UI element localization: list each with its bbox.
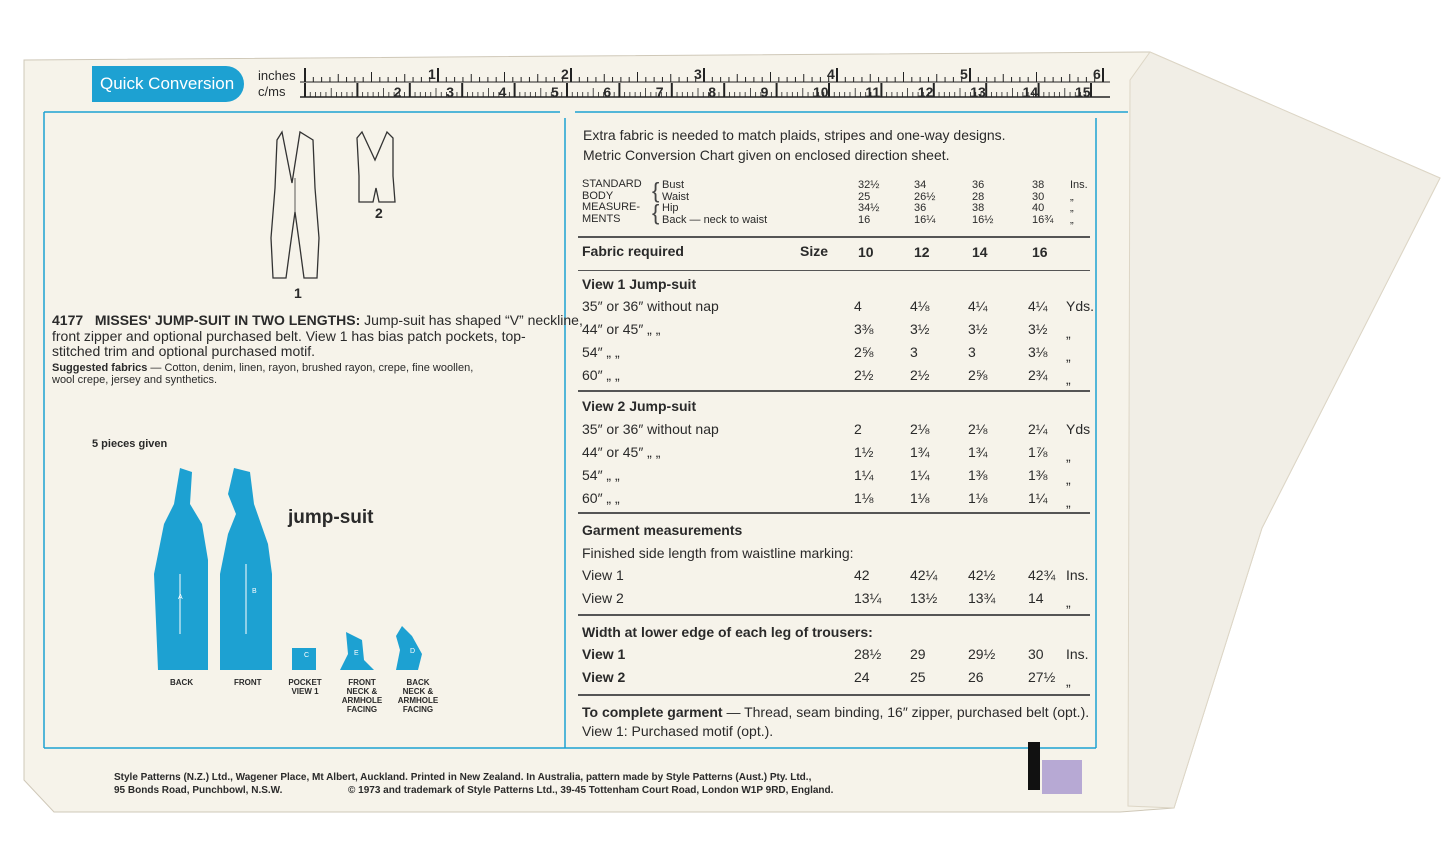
label-line: BODY <box>582 189 614 202</box>
body-measurement-name: Bust <box>662 179 685 191</box>
pattern-description-line1 <box>52 312 583 328</box>
row-value: 29 <box>910 646 926 662</box>
suggested-fabrics-line1 <box>52 362 473 374</box>
body-measurement-value: 16½ <box>972 213 994 226</box>
complete-garment-line1 <box>582 704 1089 720</box>
body-measurement-unit: „ <box>1070 213 1074 226</box>
row-value: 3½ <box>1028 321 1048 337</box>
suggested-fabrics-1: — Cotton, denim, linen, rayon, brushed rayon, crepe, fine woollen, <box>150 362 474 374</box>
complete-garment-text: — Thread, seam binding, 16″ zipper, purchased belt (opt.). <box>726 704 1090 720</box>
pattern-desc-1: Jump-suit has shaped “V” neckline, <box>364 312 583 328</box>
divider <box>578 236 1090 238</box>
piece-letter-e: E <box>354 650 359 657</box>
inch-tick-label: 2 <box>561 66 569 82</box>
row-unit: „ <box>1066 325 1071 341</box>
pattern-desc-2: front zipper and optional purchased belt. View 1 has bias patch pockets, top- <box>52 328 526 344</box>
row-value: 3⅛ <box>1028 344 1048 360</box>
pattern-title: MISSES' JUMP-SUIT IN TWO LENGTHS: <box>94 312 361 328</box>
size-column-header: 14 <box>972 244 988 260</box>
row-label: 35″ or 36″ without nap <box>582 421 719 437</box>
cm-tick-label: 6 <box>603 84 612 100</box>
body-measurement-value: 40 <box>1032 202 1045 214</box>
suggested-fabrics-label: Suggested fabrics <box>52 362 148 374</box>
footer-line-1: Style Patterns (N.Z.) Ltd., Wagener Place, Mt Albert, Auckland. Printed in New Zealand. In Australia, pattern made by Style Patterns (Aust.) Pty. Ltd., <box>114 772 812 783</box>
body-measurement-value: 26½ <box>914 190 936 203</box>
row-label: 60″ „ „ <box>582 490 620 506</box>
row-value: 4⅛ <box>910 298 930 314</box>
view2-number: 2 <box>375 205 383 221</box>
row-label: 44″ or 45″ „ „ <box>582 444 661 460</box>
complete-garment-label: To complete garment <box>582 704 723 720</box>
row-value: 1⅜ <box>968 467 988 483</box>
piece-label-front: FRONT <box>234 678 262 687</box>
row-value: 4¼ <box>1028 298 1048 314</box>
divider <box>578 694 1090 696</box>
body-measurement-value: 28 <box>972 190 985 203</box>
row-value: 3⅜ <box>854 321 874 337</box>
color-swatch <box>1042 760 1082 794</box>
row-value: 1¼ <box>1028 490 1048 506</box>
note-line-2: Metric Conversion Chart given on enclosed direction sheet. <box>583 147 950 163</box>
row-value: 13¾ <box>968 590 996 606</box>
row-label: View 2 <box>582 590 624 606</box>
suggested-fabrics-2: wool crepe, jersey and synthetics. <box>52 374 218 386</box>
piece-letter-a: A <box>178 594 183 601</box>
back-facing-piece <box>396 626 422 670</box>
body-measurement-value: 32½ <box>858 179 880 191</box>
row-value: 13¼ <box>854 590 882 606</box>
pattern-number: 4177 <box>52 312 84 328</box>
row-value: 1½ <box>854 444 874 460</box>
row-value: 1⅛ <box>968 490 988 506</box>
cm-tick-label: 4 <box>498 84 507 100</box>
row-value: 1¼ <box>910 467 930 483</box>
row-value: 29½ <box>968 646 996 662</box>
pieces-given-label: 5 pieces given <box>92 438 168 450</box>
body-measurement-value: 16¼ <box>914 213 936 226</box>
view2-title: View 2 Jump-suit <box>582 398 697 414</box>
row-value: 24 <box>854 669 870 685</box>
row-value: 13½ <box>910 590 938 606</box>
row-value: 1⅞ <box>1028 444 1048 460</box>
pieces-title: jump-suit <box>288 507 374 528</box>
row-unit: „ <box>1066 494 1071 510</box>
pattern-desc-3: stitched trim and optional purchased motif. <box>52 343 316 359</box>
row-value: 25 <box>910 669 926 685</box>
brace-icon: { { <box>652 178 660 225</box>
fabric-required-label: Fabric required <box>582 243 684 259</box>
cm-tick-label: 15 <box>1075 84 1091 100</box>
body-measurement-unit: „ <box>1070 202 1074 214</box>
cm-tick-label: 11 <box>865 84 881 100</box>
body-measurement-name: Waist <box>662 190 690 203</box>
row-value: 2⅛ <box>910 421 930 437</box>
divider <box>578 614 1090 616</box>
body-measurement-value: 36 <box>972 179 985 191</box>
body-measurement-value: 36 <box>914 202 927 214</box>
piece-letter-d: D <box>410 648 416 655</box>
body-measurement-name: Hip <box>662 202 679 214</box>
row-value: 1⅛ <box>910 490 930 506</box>
row-label: 44″ or 45″ „ „ <box>582 321 661 337</box>
piece-label-pocket: POCKET VIEW 1 <box>288 678 322 696</box>
row-value: 1¾ <box>910 444 930 460</box>
cm-tick-label: 3 <box>446 84 454 100</box>
cm-tick-label: 13 <box>970 84 986 100</box>
piece-label-front-facing: FRONT NECK & ARMHOLE FACING <box>341 678 383 714</box>
garment-measurements-title: Garment measurements <box>582 522 743 538</box>
label-line: MENTS <box>582 212 621 225</box>
row-value: 1¾ <box>968 444 988 460</box>
row-value: 42 <box>854 567 870 583</box>
size-label: Size <box>800 243 829 259</box>
view2-jumpsuit-sketch <box>357 132 395 202</box>
cm-tick-label: 7 <box>655 84 664 100</box>
row-value: 3½ <box>910 321 930 337</box>
row-value: 28½ <box>854 646 882 662</box>
row-value: 1⅛ <box>854 490 874 506</box>
cm-tick-label: 14 <box>1022 84 1039 100</box>
cm-tick-label: 12 <box>917 84 934 100</box>
row-label: View 2 <box>582 669 626 685</box>
inch-tick-label: 1 <box>428 66 436 82</box>
divider <box>578 512 1090 514</box>
view1-number: 1 <box>294 285 302 301</box>
row-value: 14 <box>1028 590 1044 606</box>
row-value: 4¼ <box>968 298 988 314</box>
row-value: 30 <box>1028 646 1044 662</box>
row-unit: Ins. <box>1066 646 1089 662</box>
label-line: STANDARD <box>582 178 642 190</box>
inches-label: inches <box>258 68 296 83</box>
row-value: 2¾ <box>1028 367 1048 383</box>
row-value: 2¼ <box>1028 421 1048 437</box>
row-label: View 1 <box>582 646 626 662</box>
piece-label-back: BACK <box>170 678 194 687</box>
row-unit: „ <box>1066 348 1071 364</box>
body-measurement-value: 38 <box>1032 179 1045 191</box>
inch-tick-label: 6 <box>1093 66 1101 82</box>
piece-label-back-facing: BACK NECK & ARMHOLE FACING <box>397 678 439 714</box>
body-measurement-unit: „ <box>1070 190 1074 203</box>
row-value: 3 <box>910 344 918 360</box>
body-measurement-value: 30 <box>1032 190 1045 203</box>
row-unit: „ <box>1066 594 1071 610</box>
row-value: 3 <box>968 344 976 360</box>
row-unit: „ <box>1066 371 1071 387</box>
leg-width-title: Width at lower edge of each leg of trousers: <box>582 624 873 640</box>
row-value: 42½ <box>968 567 996 583</box>
back-piece <box>154 468 208 670</box>
divider <box>578 390 1090 392</box>
body-measurement-value: 16 <box>858 213 871 226</box>
body-measurement-value: 34½ <box>858 202 880 214</box>
row-value: 1⅜ <box>1028 467 1048 483</box>
footer-line-2a: 95 Bonds Road, Punchbowl, N.S.W. <box>114 785 283 796</box>
cm-tick-label: 10 <box>813 84 829 100</box>
pattern-pieces <box>150 464 450 674</box>
body-measurement-unit: Ins. <box>1070 179 1088 191</box>
row-label: View 1 <box>582 567 624 583</box>
row-value: 2⅝ <box>968 367 988 383</box>
size-column-header: 12 <box>914 244 930 260</box>
row-unit: Ins. <box>1066 567 1089 583</box>
row-value: 2⅛ <box>968 421 988 437</box>
piece-letter-b: B <box>252 588 257 595</box>
registration-mark <box>1028 742 1040 790</box>
body-measurement-value: 25 <box>858 190 871 203</box>
footer-line-2b: © 1973 and trademark of Style Patterns Ltd., 39-45 Tottenham Court Road, London W1P 9RD, England. <box>348 785 834 796</box>
row-value: 2 <box>854 421 862 437</box>
row-value: 1¼ <box>854 467 874 483</box>
inch-tick-label: 3 <box>694 66 702 82</box>
body-measurement-value: 16¾ <box>1032 213 1054 226</box>
row-value: 27½ <box>1028 669 1056 685</box>
row-value: 2½ <box>854 367 874 383</box>
row-label: 60″ „ „ <box>582 367 620 383</box>
row-value: 2⅝ <box>854 344 874 360</box>
standard-body-measurements-label <box>582 179 642 225</box>
cm-tick-label: 8 <box>708 84 716 100</box>
row-value: 42¾ <box>1028 567 1056 583</box>
row-unit: Yds <box>1066 421 1091 437</box>
view1-title: View 1 Jump-suit <box>582 276 697 292</box>
piece-letter-c: C <box>304 652 310 659</box>
row-unit: Yds. <box>1066 298 1095 314</box>
label-line: MEASURE- <box>582 201 641 213</box>
row-value: 26 <box>968 669 984 685</box>
row-unit: „ <box>1066 673 1071 689</box>
inch-tick-label: 5 <box>960 66 968 82</box>
row-value: 3½ <box>968 321 988 337</box>
note-line-1: Extra fabric is needed to match plaids, stripes and one-way designs. <box>583 127 1006 143</box>
cm-tick-label: 2 <box>393 84 402 100</box>
cm-tick-label: 5 <box>551 84 559 100</box>
row-value: 42¼ <box>910 567 938 583</box>
row-label: 54″ „ „ <box>582 344 620 360</box>
body-measurement-value: 38 <box>972 202 985 214</box>
row-unit: „ <box>1066 471 1071 487</box>
garment-measurements-subtitle: Finished side length from waistline marking: <box>582 545 854 561</box>
row-label: 35″ or 36″ without nap <box>582 298 719 314</box>
complete-garment-line2: View 1: Purchased motif (opt.). <box>582 723 774 739</box>
body-measurement-value: 34 <box>914 179 927 191</box>
cm-tick-label: 9 <box>760 84 769 100</box>
row-value: 4 <box>854 298 862 314</box>
cm-label: c/ms <box>258 84 286 99</box>
row-label: 54″ „ „ <box>582 467 620 483</box>
row-value: 2½ <box>910 367 930 383</box>
inch-tick-label: 4 <box>827 66 835 82</box>
size-column-header: 10 <box>858 244 874 260</box>
row-unit: „ <box>1066 448 1071 464</box>
size-column-header: 16 <box>1032 244 1048 260</box>
quick-conversion-badge: Quick Conversion <box>92 66 244 102</box>
divider <box>578 270 1090 271</box>
body-measurement-name: Back — neck to waist <box>662 213 768 226</box>
